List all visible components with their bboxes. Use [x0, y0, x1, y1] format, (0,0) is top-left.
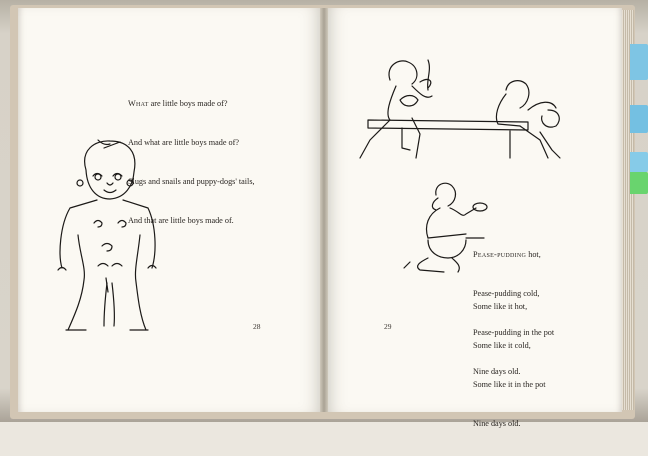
snail-boy-drawing: [58, 140, 156, 330]
poem-line: Slugs and snails and puppy-dogs' tails,: [128, 177, 255, 186]
poem-line: Some like it in the pot: [473, 380, 546, 389]
poem-line: Some like it hot,: [473, 302, 528, 311]
poem-line: What are little boys made of?: [128, 99, 228, 108]
poem-line: And what are little boys made of?: [128, 138, 239, 147]
page-number-right: 29: [384, 322, 392, 331]
pease-pudding-pot-drawing: [404, 183, 487, 272]
page-number-left: 28: [253, 322, 261, 331]
poem-line: Nine days old.: [473, 419, 521, 428]
poem-line: Nine days old.: [473, 367, 521, 376]
poem-first-word: What: [128, 99, 149, 108]
poem-line: Pease-pudding hot,: [473, 250, 541, 259]
poem-line: Some like it cold,: [473, 341, 531, 350]
poem-line: Pease-pudding in the pot: [473, 328, 555, 337]
poem-line: Pease-pudding cold,: [473, 289, 540, 298]
poem-first-word: Pease-pudding: [473, 250, 527, 259]
poem-line: And that are little boys made of.: [128, 216, 234, 225]
bench-eaters-drawing: [360, 60, 560, 158]
